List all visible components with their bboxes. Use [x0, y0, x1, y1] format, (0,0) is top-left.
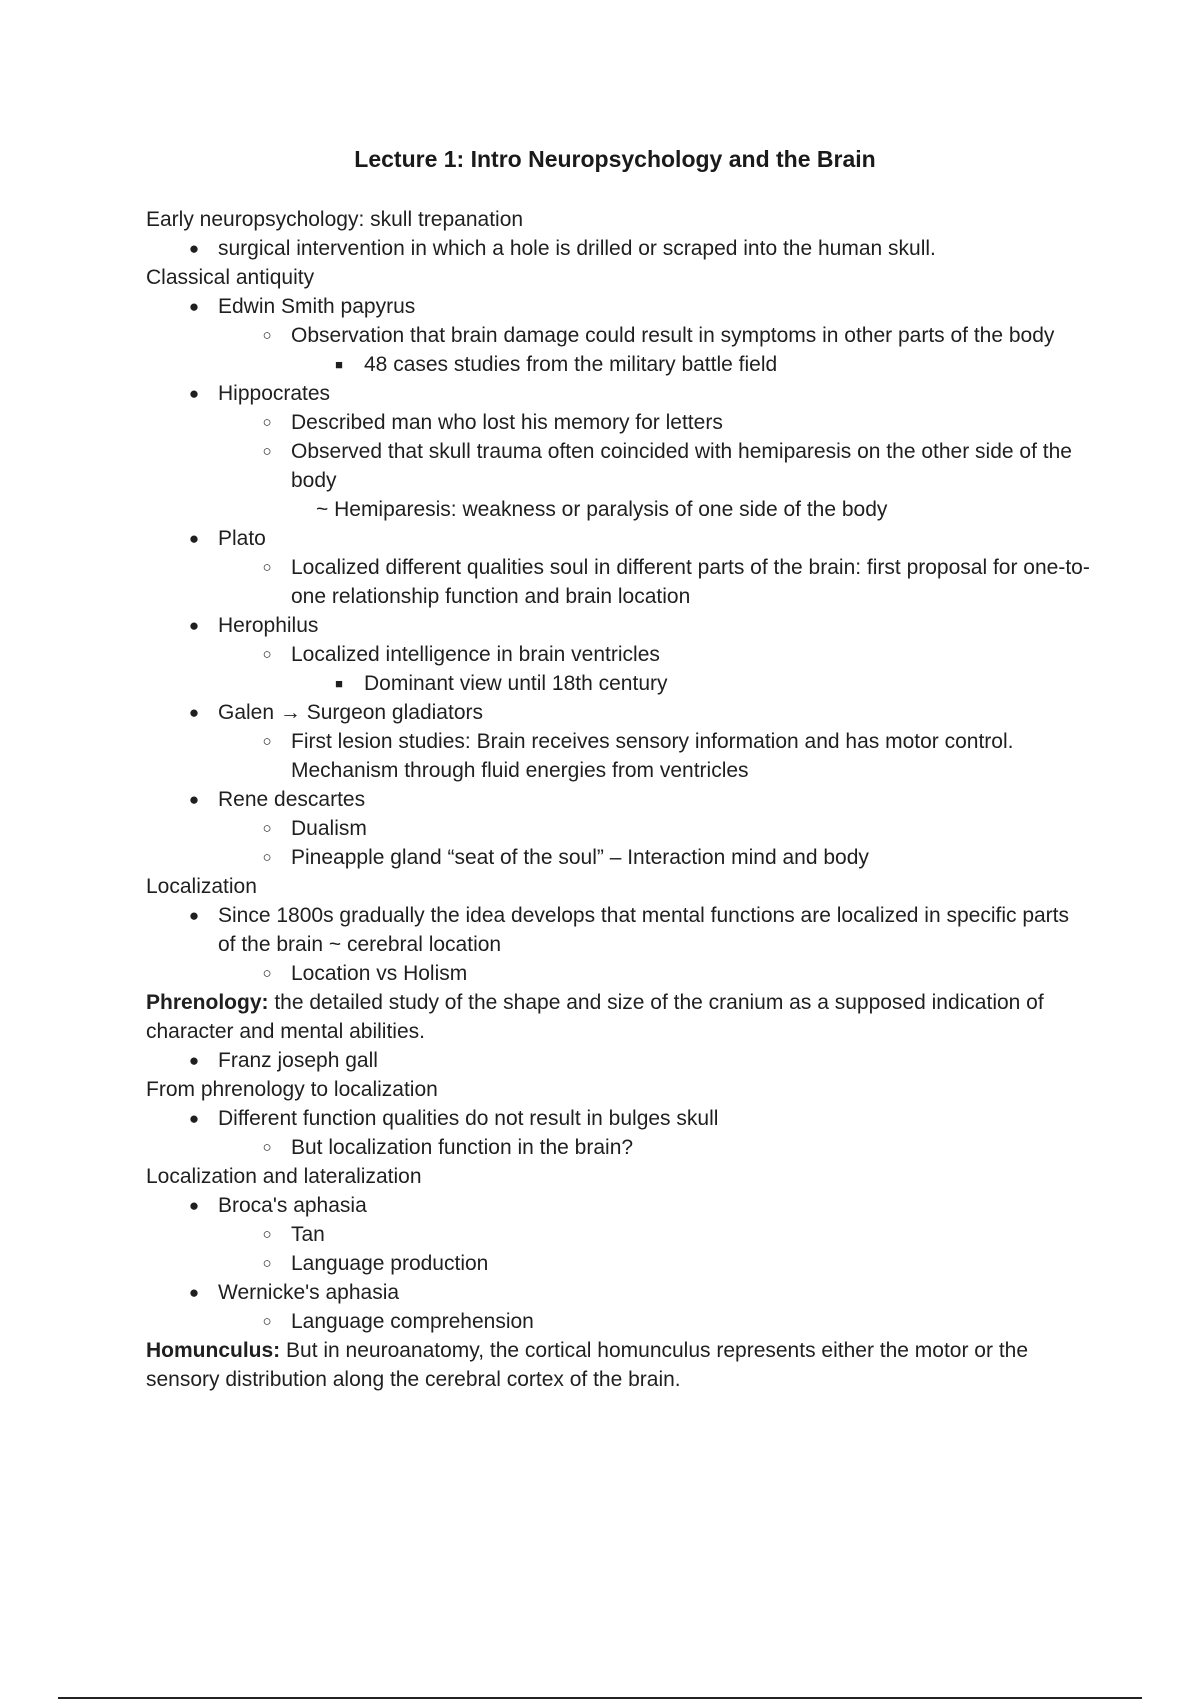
list-item	[146, 553, 1091, 611]
list-item-text: Dominant view until 18th century	[364, 672, 668, 695]
definition-text: But in neuroanatomy, the cortical homunculus represents either the motor or the sensory distribution along the cerebral cortex of the brain.	[146, 1339, 1029, 1391]
section-heading: Early neuropsychology: skull trepanation	[146, 208, 524, 231]
list-item-text: Localized intelligence in brain ventricles	[291, 643, 660, 666]
note-line: ~ Hemiparesis: weakness or paralysis of one side of the body	[316, 498, 888, 521]
list-item	[146, 901, 1091, 959]
list-item	[146, 321, 1091, 350]
list-item-text: Wernicke's aphasia	[218, 1281, 400, 1304]
list-item-text: Galen → Surgeon gladiators	[218, 701, 483, 724]
list-item	[146, 234, 1091, 263]
list-item	[146, 1307, 1091, 1336]
circle-bullet-icon: ○	[262, 646, 272, 663]
list-item-text: Tan	[291, 1223, 325, 1246]
bullet-icon: ●	[188, 616, 200, 635]
circle-bullet-icon: ○	[262, 1313, 272, 1330]
list-item	[146, 408, 1091, 437]
circle-bullet-icon: ○	[262, 559, 272, 576]
circle-bullet-icon: ○	[262, 414, 272, 431]
list-item-text: Rene descartes	[218, 788, 366, 811]
list-item	[146, 843, 1091, 872]
list-item	[146, 437, 1091, 495]
list-item	[146, 611, 1091, 640]
list-item	[146, 292, 1091, 321]
square-bullet-icon: ■	[335, 357, 343, 372]
list-item	[146, 379, 1091, 408]
list-item	[146, 1220, 1091, 1249]
bullet-icon: ●	[188, 906, 200, 925]
list-item	[146, 698, 1091, 727]
list-item-text: Observation that brain damage could result in symptoms in other parts of the body	[291, 324, 1055, 347]
bullet-icon: ●	[188, 384, 200, 403]
list-item-text: First lesion studies: Brain receives sensory information and has motor control. Mechanism through fluid energies from ventricles	[291, 730, 1014, 782]
bullet-icon: ●	[188, 297, 200, 316]
circle-bullet-icon: ○	[262, 1226, 272, 1243]
list-item-text: Dualism	[291, 817, 367, 840]
list-item-text: Location vs Holism	[291, 962, 468, 985]
circle-bullet-icon: ○	[262, 733, 272, 750]
list-item	[146, 1191, 1091, 1220]
circle-bullet-icon: ○	[262, 1255, 272, 1272]
list-item-text: Different function qualities do not result in bulges skull	[218, 1107, 719, 1130]
circle-bullet-icon: ○	[262, 965, 272, 982]
definition-term: Homunculus:	[146, 1339, 281, 1362]
list-item-text: But localization function in the brain?	[291, 1136, 634, 1159]
list-item	[146, 669, 1091, 698]
list-item-text: Plato	[218, 527, 266, 550]
list-item-text: Observed that skull trauma often coincided with hemiparesis on the other side of the body	[291, 440, 1072, 492]
bullet-icon: ●	[188, 703, 200, 722]
definition-term: Phrenology:	[146, 991, 269, 1014]
list-item	[146, 959, 1091, 988]
list-item-text: Described man who lost his memory for letters	[291, 411, 723, 434]
bullet-icon: ●	[188, 529, 200, 548]
list-item	[146, 1046, 1091, 1075]
circle-bullet-icon: ○	[262, 327, 272, 344]
list-item	[146, 1278, 1091, 1307]
list-item-text: Language comprehension	[291, 1310, 534, 1333]
list-item	[146, 1133, 1091, 1162]
section-heading: Localization	[146, 875, 257, 898]
bullet-icon: ●	[188, 1109, 200, 1128]
bullet-icon: ●	[188, 1196, 200, 1215]
list-item-text: Localized different qualities soul in different parts of the brain: first proposal for one-to-one relationship function and brain location	[291, 556, 1090, 608]
bullet-icon: ●	[188, 1283, 200, 1302]
definition-paragraph	[146, 1336, 1091, 1394]
definition-text: the detailed study of the shape and size of the cranium as a supposed indication of character and mental abilities.	[146, 991, 1044, 1043]
list-item-text: 48 cases studies from the military battle field	[364, 353, 778, 376]
document-body	[146, 205, 1091, 1394]
list-item	[146, 1104, 1091, 1133]
list-item	[146, 350, 1091, 379]
page-title: Lecture 1: Intro Neuropsychology and the Brain	[354, 146, 876, 172]
list-item	[146, 814, 1091, 843]
circle-bullet-icon: ○	[262, 1139, 272, 1156]
circle-bullet-icon: ○	[262, 820, 272, 837]
list-item-text: Broca's aphasia	[218, 1194, 367, 1217]
definition-paragraph	[146, 988, 1091, 1046]
list-item-text: Edwin Smith papyrus	[218, 295, 416, 318]
section-heading: From phrenology to localization	[146, 1078, 438, 1101]
list-item-text: Franz joseph gall	[218, 1049, 378, 1072]
list-item-text: Hippocrates	[218, 382, 331, 405]
list-item-text: Since 1800s gradually the idea develops that mental functions are localized in specific parts of the brain ~ cerebral location	[218, 904, 1070, 956]
list-item	[146, 640, 1091, 669]
section-heading: Localization and lateralization	[146, 1165, 422, 1188]
list-item	[146, 524, 1091, 553]
list-item-text: Language production	[291, 1252, 489, 1275]
list-item-text: Herophilus	[218, 614, 319, 637]
list-item-text: surgical intervention in which a hole is drilled or scraped into the human skull.	[218, 237, 936, 260]
list-item	[146, 727, 1091, 785]
section-heading: Classical antiquity	[146, 266, 315, 289]
list-item	[146, 785, 1091, 814]
footer-divider	[58, 1697, 1142, 1699]
list-item-text: Pineapple gland “seat of the soul” – Interaction mind and body	[291, 846, 869, 869]
circle-bullet-icon: ○	[262, 443, 272, 460]
bullet-icon: ●	[188, 790, 200, 809]
bullet-icon: ●	[188, 1051, 200, 1070]
bullet-icon: ●	[188, 239, 200, 258]
list-item	[146, 1249, 1091, 1278]
square-bullet-icon: ■	[335, 676, 343, 691]
circle-bullet-icon: ○	[262, 849, 272, 866]
